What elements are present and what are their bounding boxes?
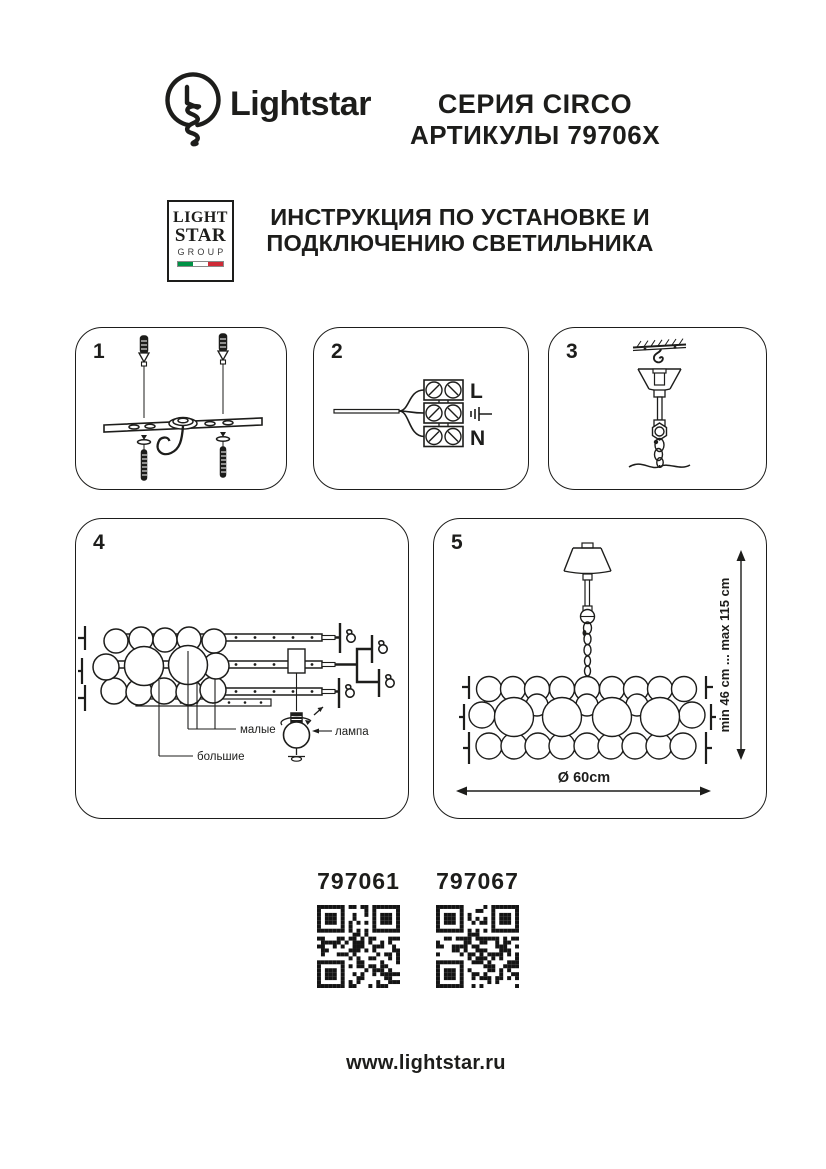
terminal-live-label: L [470,380,483,403]
step-5-panel [433,518,767,819]
diameter-label: Ø 60cm [557,770,611,786]
terminal-neutral-label: N [470,427,486,450]
step-number: 3 [566,340,578,363]
step-1-panel [75,327,287,490]
instruction-title-line1: ИНСТРУКЦИЯ ПО УСТАНОВКЕ И [270,204,650,230]
step-number: 4 [93,531,105,554]
lightstar-bulb-logo [160,66,230,150]
italian-flag-stripe [177,261,224,267]
step-number: 2 [331,340,343,363]
series-block [385,88,685,150]
qr-code-2 [436,905,519,988]
mounting-plate-diagram [76,328,286,489]
group-logo-light: LIGHT [173,209,228,226]
assembly-diagram [76,519,408,818]
height-range-label: min 46 cm ... max 115 cm [717,577,732,733]
brand-wordmark: Lightstar [230,85,371,123]
series-title: СЕРИЯ CIRCO [437,89,633,119]
hanging-diagram [549,328,766,489]
product-code-1: 797061 [317,868,400,894]
step-number: 5 [451,531,463,554]
step-number: 1 [93,340,105,363]
group-logo-star: STAR [174,225,227,246]
product-code-2: 797067 [436,868,519,894]
small-spheres-label: малые [240,724,276,736]
large-spheres-label: большие [197,751,245,763]
group-logo-group: GROUP [177,247,227,257]
qr-code-1 [317,905,400,988]
lamp-label: лампа [335,726,369,738]
instruction-title-line2: ПОДКЛЮЧЕНИЮ СВЕТИЛЬНИКА [266,230,654,256]
step-4-panel [75,518,409,819]
step-2-panel [313,327,529,490]
articles-line: АРТИКУЛЫ 79706X [409,120,661,150]
lightstar-group-logo [167,200,234,282]
dimensions-diagram [434,519,766,818]
website-url: www.lightstar.ru [346,1052,506,1074]
earth-symbol [471,407,492,421]
instruction-title [258,204,662,256]
step-3-panel [548,327,767,490]
wiring-diagram [314,328,528,489]
